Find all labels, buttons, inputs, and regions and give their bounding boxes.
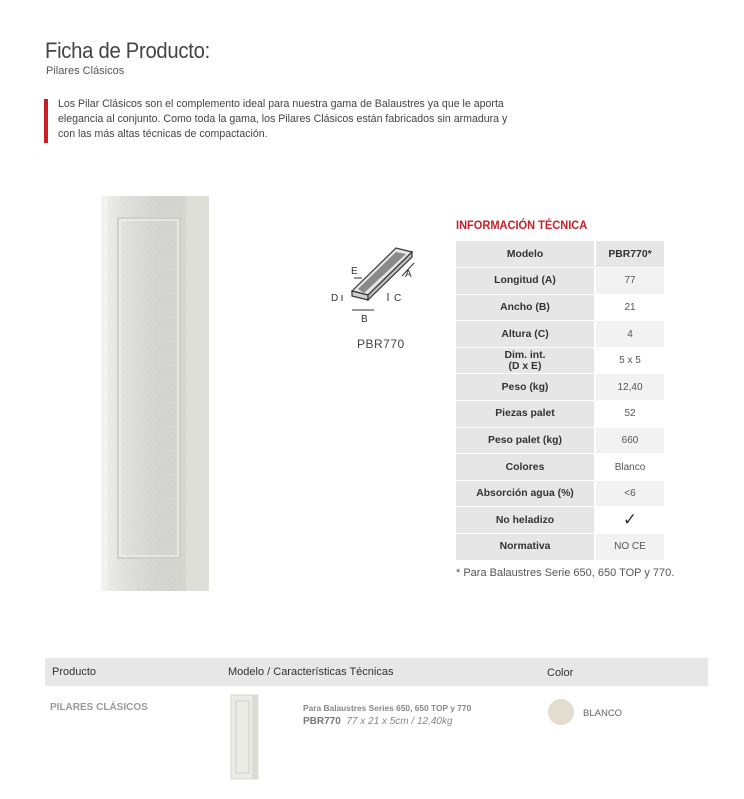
diagram-model-label: PBR770 xyxy=(357,337,405,351)
row-label: Ancho (B) xyxy=(456,294,595,321)
table-row xyxy=(456,401,664,428)
tech-table xyxy=(456,241,664,561)
color-name: BLANCO xyxy=(583,708,623,719)
row-label: Altura (C) xyxy=(456,321,595,348)
table-row xyxy=(456,347,664,374)
product-thumbnail xyxy=(228,693,260,780)
intro-text: Los Pilar Clásicos son el complemento ideal para nuestra gama de Balaustres ya que le aporta elegancia al conjunto. Como toda la gama, los Pilares Clásicos están fabricados sin armadura y con las más altas técnicas de compactación. xyxy=(58,98,508,140)
table-row xyxy=(456,534,664,561)
table-row xyxy=(456,294,664,321)
row-value: 660 xyxy=(595,427,664,454)
row-value: 12,40 xyxy=(595,374,664,401)
row-label: Normativa xyxy=(456,534,595,561)
page-title: Ficha de Producto: xyxy=(45,38,210,63)
row-value: NO CE xyxy=(595,534,664,561)
table-row xyxy=(456,507,664,534)
product-table-header xyxy=(45,658,708,686)
row-value: PBR770* xyxy=(595,241,664,268)
page-subtitle: Pilares Clásicos xyxy=(46,65,125,77)
row-label-line1: Dim. int. xyxy=(504,349,546,361)
table-row xyxy=(456,454,664,481)
row-label: Peso palet (kg) xyxy=(456,427,595,454)
row-label: Modelo xyxy=(456,241,595,268)
check-icon: ✓ xyxy=(595,507,664,534)
label-e: E xyxy=(351,266,358,277)
row-value: 21 xyxy=(595,294,664,321)
table-row xyxy=(456,480,664,507)
table-row xyxy=(456,268,664,295)
product-model-code: PBR770 xyxy=(303,716,341,727)
profile-diagram xyxy=(330,238,440,333)
row-value: 52 xyxy=(595,401,664,428)
table-row xyxy=(456,321,664,348)
row-value: <6 xyxy=(595,480,664,507)
row-value: 4 xyxy=(595,321,664,348)
row-label xyxy=(456,347,595,374)
row-label: Colores xyxy=(456,454,595,481)
row-label: Absorción agua (%) xyxy=(456,480,595,507)
intro-accent-bar xyxy=(44,99,48,143)
color-swatch xyxy=(548,699,574,725)
pillar-image xyxy=(96,193,211,593)
row-value: Blanco xyxy=(595,454,664,481)
header-model: Modelo / Características Técnicas xyxy=(228,666,394,678)
row-label: No heladizo xyxy=(456,507,595,534)
table-row xyxy=(456,427,664,454)
label-b: B xyxy=(361,314,368,325)
header-product: Producto xyxy=(52,666,97,678)
header-color: Color xyxy=(547,667,574,679)
label-a: A xyxy=(405,269,412,280)
product-model-specs: 77 x 21 x 5cm / 12,40kg xyxy=(346,716,453,727)
row-label: Peso (kg) xyxy=(456,374,595,401)
table-row xyxy=(456,374,664,401)
product-description: Para Balaustres Series 650, 650 TOP y 770 xyxy=(303,703,472,713)
label-d: D xyxy=(331,293,339,304)
footnote: * Para Balaustres Serie 650, 650 TOP y 770. xyxy=(456,567,675,579)
row-label: Longitud (A) xyxy=(456,268,595,295)
tech-heading: INFORMACIÓN TÉCNICA xyxy=(456,218,588,232)
product-model-line xyxy=(303,716,453,727)
label-c: C xyxy=(394,293,402,304)
table-row xyxy=(456,241,664,268)
row-label: Piezas palet xyxy=(456,401,595,428)
row-value: 77 xyxy=(595,268,664,295)
row-label-line2: (D x E) xyxy=(508,360,542,372)
row-value: 5 x 5 xyxy=(595,347,664,374)
product-name: PILARES CLÁSICOS xyxy=(50,702,148,713)
